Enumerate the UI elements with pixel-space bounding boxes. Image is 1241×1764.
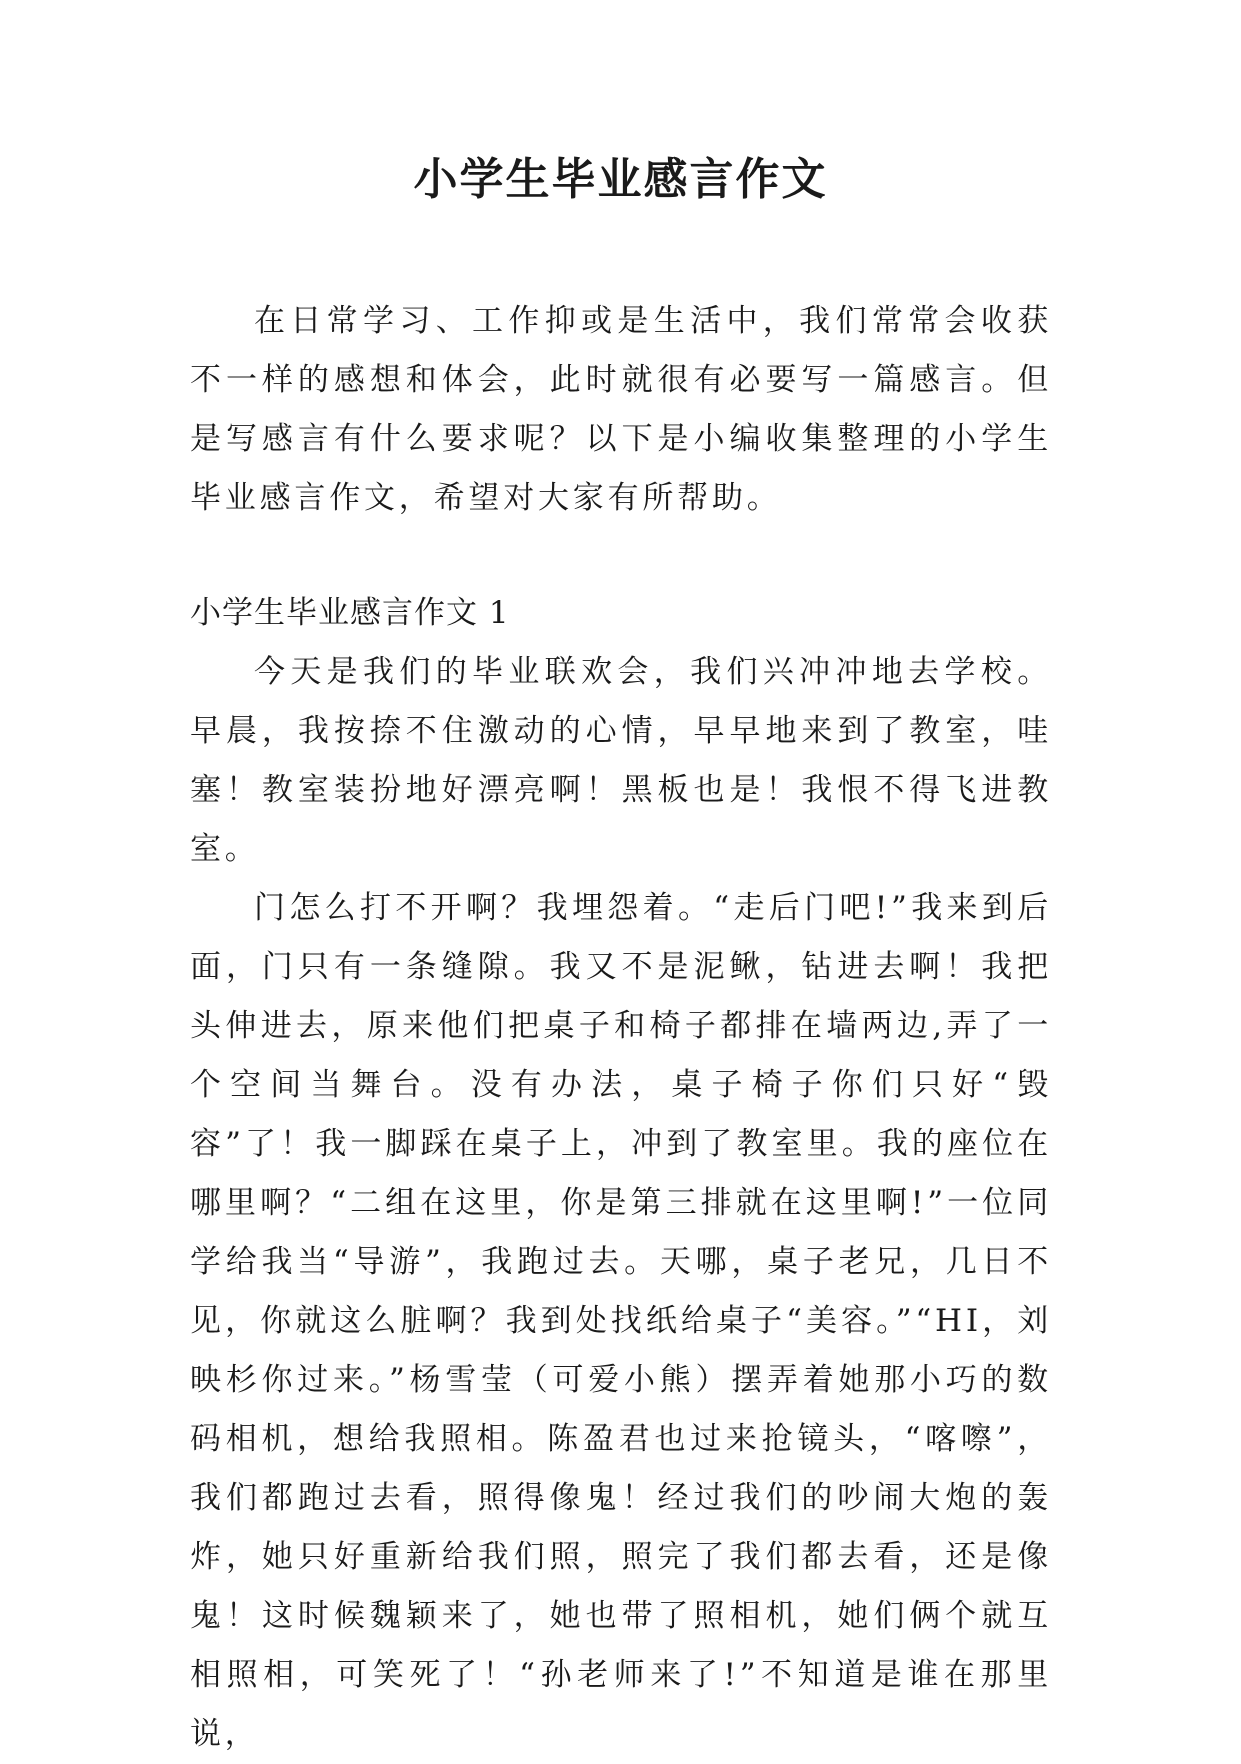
intro-paragraph: 在日常学习、工作抑或是生活中，我们常常会收获不一样的感想和体会，此时就很有必要写一篇感言。但是写感言有什么要求呢？以下是小编收集整理的小学生毕业感言作文，希望对大家有所帮助。 bbox=[190, 303, 1052, 516]
document-body bbox=[190, 292, 1052, 1764]
section-heading: 小学生毕业感言作文 1 bbox=[190, 595, 510, 631]
body-paragraph: 门怎么打不开啊？我埋怨着。“走后门吧!”我来到后面，门只有一条缝隙。我又不是泥鳅，钻进去啊！我把头伸进去，原来他们把桌子和椅子都排在墙两边,弄了一个空间当舞台。没有办法，桌子椅子你们只好“毁容”了！我一脚踩在桌子上，冲到了教室里。我的座位在哪里啊？“二组在这里，你是第三排就在这里啊!”一位同学给我当“导游”，我跑过去。天哪，桌子老兄，几日不见，你就这么脏啊？我到处找纸给桌子“美容。”“HI，刘映杉你过来。”杨雪莹（可爱小熊）摆弄着她那小巧的数码相机，想给我照相。陈盈君也过来抢镜头，“喀嚓”，我们都跑过去看，照得像鬼！经过我们的吵闹大炮的轰炸，她只好重新给我们照，照完了我们都去看，还是像鬼！这时候魏颖来了，她也带了照相机，她们俩个就互相照相，可笑死了！“孙老师来了!”不知道是谁在那里说， bbox=[190, 890, 1052, 1752]
document-title: 小学生毕业感言作文 bbox=[413, 154, 828, 205]
body-paragraph: 今天是我们的毕业联欢会，我们兴冲冲地去学校。早晨，我按捺不住激动的心情，早早地来到了教室，哇塞！教室装扮地好漂亮啊！黑板也是！我恨不得飞进教室。 bbox=[190, 654, 1052, 867]
section-spacer bbox=[190, 528, 1052, 584]
